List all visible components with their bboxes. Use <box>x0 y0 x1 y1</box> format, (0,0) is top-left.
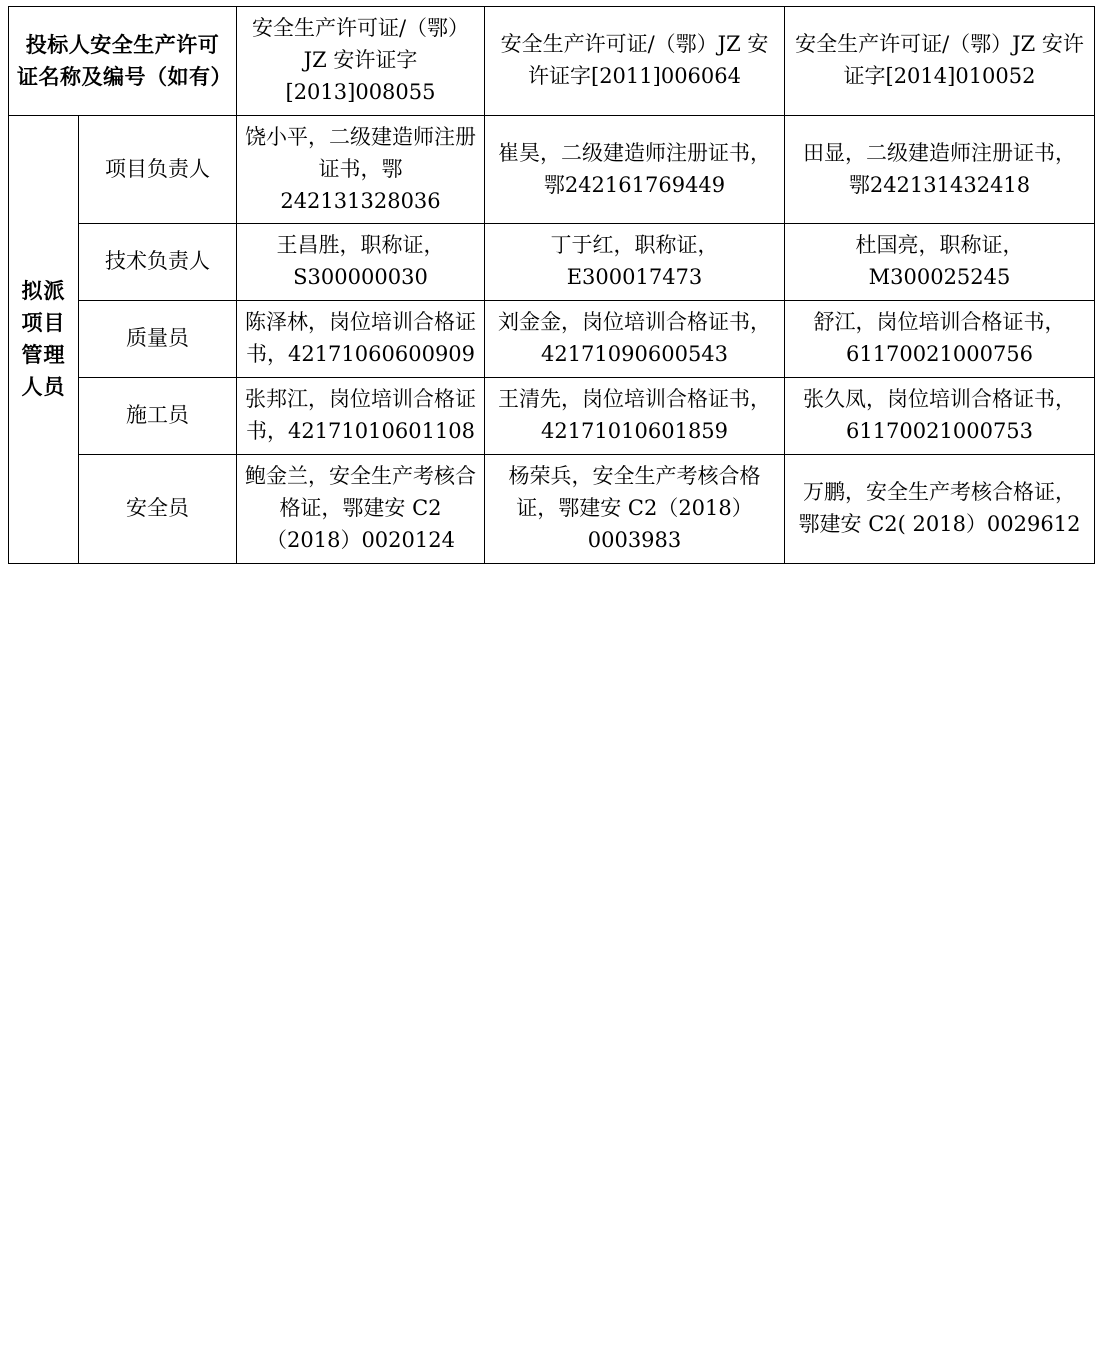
row-group-label-staff: 拟派项目管理人员 <box>9 115 79 563</box>
row-label-safety-officer: 安全员 <box>79 454 237 563</box>
bidder-qualification-table <box>8 6 1095 564</box>
cell-safety-officer-bidder-2: 杨荣兵，安全生产考核合格证，鄂建安 C2（2018）0003983 <box>485 454 785 563</box>
table-row-technical-manager <box>9 224 1095 301</box>
row-label-technical-manager: 技术负责人 <box>79 224 237 301</box>
cell-license-bidder-1: 安全生产许可证/（鄂）JZ 安许证字[2013]008055 <box>237 7 485 116</box>
cell-safety-officer-bidder-1: 鲍金兰，安全生产考核合格证，鄂建安 C2（2018）0020124 <box>237 454 485 563</box>
cell-project-manager-bidder-3: 田显，二级建造师注册证书，鄂242131432418 <box>785 115 1095 224</box>
table-row-quality-officer <box>9 301 1095 378</box>
table-row-safety-officer <box>9 454 1095 563</box>
cell-quality-officer-bidder-3: 舒江，岗位培训合格证书，61170021000756 <box>785 301 1095 378</box>
cell-technical-manager-bidder-1: 王昌胜，职称证，S300000030 <box>237 224 485 301</box>
cell-technical-manager-bidder-2: 丁于红，职称证，E300017473 <box>485 224 785 301</box>
cell-license-bidder-2: 安全生产许可证/（鄂）JZ 安许证字[2011]006064 <box>485 7 785 116</box>
cell-safety-officer-bidder-3: 万鹏，安全生产考核合格证，鄂建安 C2( 2018）0029612 <box>785 454 1095 563</box>
row-label-construction-officer: 施工员 <box>79 378 237 455</box>
table-row-project-manager <box>9 115 1095 224</box>
cell-quality-officer-bidder-2: 刘金金，岗位培训合格证书，42171090600543 <box>485 301 785 378</box>
row-label-quality-officer: 质量员 <box>79 301 237 378</box>
cell-project-manager-bidder-1: 饶小平，二级建造师注册证书，鄂242131328036 <box>237 115 485 224</box>
table-row-construction-officer <box>9 378 1095 455</box>
cell-project-manager-bidder-2: 崔昊，二级建造师注册证书，鄂242161769449 <box>485 115 785 224</box>
cell-technical-manager-bidder-3: 杜国亮，职称证，M300025245 <box>785 224 1095 301</box>
table-row-license <box>9 7 1095 116</box>
row-label-project-manager: 项目负责人 <box>79 115 237 224</box>
cell-quality-officer-bidder-1: 陈泽林，岗位培训合格证书，42171060600909 <box>237 301 485 378</box>
row-header-license-label: 投标人安全生产许可证名称及编号（如有） <box>9 7 237 116</box>
cell-construction-officer-bidder-1: 张邦江，岗位培训合格证书，42171010601108 <box>237 378 485 455</box>
cell-license-bidder-3: 安全生产许可证/（鄂）JZ 安许证字[2014]010052 <box>785 7 1095 116</box>
cell-construction-officer-bidder-2: 王清先，岗位培训合格证书，42171010601859 <box>485 378 785 455</box>
cell-construction-officer-bidder-3: 张久凤，岗位培训合格证书，61170021000753 <box>785 378 1095 455</box>
